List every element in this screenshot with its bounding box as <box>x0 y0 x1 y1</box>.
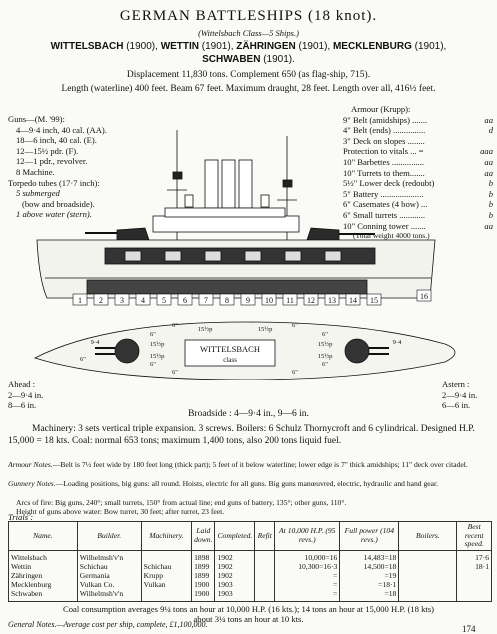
plan-gun-label: 15½p <box>197 326 213 333</box>
casemate <box>165 251 181 261</box>
funnel <box>205 160 218 208</box>
table-cell: 1902 <box>215 562 255 571</box>
column-header: At 10,000 H.P. (95 revs.) <box>275 522 340 551</box>
table-cell <box>255 562 275 571</box>
table-cell <box>141 550 191 562</box>
table-row <box>9 589 492 602</box>
armour-label: Protection to vitals ... = <box>343 146 424 157</box>
ship-name: MECKLENBURG <box>332 41 412 52</box>
ship-names-line-2 <box>0 53 497 66</box>
section-label: 11 <box>286 296 294 305</box>
note-text: —Loading positions, big guns: all round. Hoists, electric for all guns. Big guns manœuvred, electric, hydraulic and hand gear. <box>55 479 439 488</box>
table-cell: Germania <box>77 571 141 580</box>
armour-grade: aa <box>484 156 493 167</box>
astern-fire <box>442 379 477 411</box>
table-cell: Schichau <box>141 562 191 571</box>
armour-label: 5" Battery .................... <box>343 188 424 199</box>
armour-grade: aa <box>484 220 493 231</box>
plan-gun-label: 6" <box>172 322 178 329</box>
table-cell <box>399 562 457 571</box>
table-cell: 1900 <box>192 589 215 602</box>
torpedo-item: (bow and broadside). <box>22 198 95 209</box>
ship-name: SCHWABEN <box>202 54 261 65</box>
fore-turret <box>117 228 149 240</box>
armour-label: 6" Casemates (4 bow) ... <box>343 199 428 210</box>
note-label: Armour Notes. <box>8 460 53 469</box>
table-cell: 1898 <box>192 550 215 562</box>
trials-table <box>8 521 492 602</box>
table-row <box>9 550 492 562</box>
table-cell <box>255 550 275 562</box>
ahead-label: Ahead : <box>8 379 35 389</box>
table-cell: 1903 <box>215 580 255 589</box>
arcs-note: Arcs of fire: Big guns, 240°; small turrets, 150° from actual line; end guns of battery, 135°; other guns, 110°. <box>16 498 347 507</box>
ship-names <box>0 40 497 66</box>
table-cell: 1900 <box>192 580 215 589</box>
armour-label: 5½" Lower deck (redoubt) <box>343 178 435 189</box>
section-label: 13 <box>328 296 336 305</box>
table-cell: Schwaben <box>9 589 78 602</box>
plan-gun-label: 15½p <box>149 341 165 348</box>
table-cell <box>255 580 275 589</box>
plan-gun-label: 6" <box>172 369 178 376</box>
armour-grade: b <box>488 178 493 189</box>
table-cell: Wilhelmsh'v'n <box>77 550 141 562</box>
armour-grade: aaa <box>480 146 493 157</box>
table-cell: = <box>275 589 340 602</box>
column-header: Name. <box>9 522 78 551</box>
armour-label: 10" Conning tower ....... <box>343 220 426 231</box>
gun-item: 4—9·4 inch, 40 cal. (AA). <box>16 124 107 135</box>
armour-row <box>343 115 493 126</box>
gunnery-notes <box>8 479 494 488</box>
casemate <box>285 251 301 261</box>
table-cell: = <box>275 571 340 580</box>
aft-turret <box>307 228 339 240</box>
plan-gun-label: 6" <box>292 322 298 329</box>
column-header: Completed. <box>215 522 255 551</box>
section-label: 9 <box>246 296 250 305</box>
trials-label: Trials : <box>8 512 34 522</box>
table-cell: 14,500=18 <box>340 562 399 571</box>
section-label: 14 <box>349 296 357 305</box>
section-label: 15 <box>370 296 378 305</box>
gun-item: 12—15½ pdr. (F). <box>16 145 79 156</box>
ship-year: (1900), <box>123 41 161 52</box>
gun-item: 12—1 pdr., revolver. <box>16 156 88 167</box>
column-header: Refit <box>255 522 275 551</box>
table-cell <box>399 589 457 602</box>
column-header: Best recent speed. <box>457 522 492 551</box>
plan-gun-label: 9·4 <box>392 339 402 346</box>
armour-grade: aa <box>484 167 493 178</box>
table-cell: 10,300=16·3 <box>275 562 340 571</box>
table-cell: 17·6 <box>457 550 492 562</box>
table-header-row <box>9 522 492 551</box>
table-cell: Wettin <box>9 562 78 571</box>
plan-gun-label: 15½p <box>317 353 333 360</box>
table-cell: Krupp <box>141 571 191 580</box>
armour-notes <box>8 460 494 469</box>
table-cell: Schichau <box>77 562 141 571</box>
section-label: 10 <box>265 296 273 305</box>
table-cell: Wilhelmsh'v'n <box>77 589 141 602</box>
casemate <box>325 251 341 261</box>
astern-label: Astern : <box>442 379 470 389</box>
ahead-fire <box>8 379 43 411</box>
ship-names-line-1 <box>0 40 497 53</box>
section-label: 7 <box>204 296 208 305</box>
coal-line: about 3¼ tons an hour at 10 kts. <box>193 614 304 624</box>
section-label: 5 <box>162 296 166 305</box>
note-text: —Belt is 7½ feet wide by 180 feet long (thick part); 5 feet of it below waterline; lower edge is 7" thick amidships; 11" deck over citadel. <box>52 460 468 469</box>
table-cell: Mecklenburg <box>9 580 78 589</box>
belt-armour <box>87 280 367 294</box>
table-cell <box>255 571 275 580</box>
ship-year: (1901), <box>295 41 333 52</box>
torpedo-item: 5 submerged <box>16 188 60 199</box>
section-label: 16 <box>420 292 428 301</box>
armour-label: 10" Barbettes ............... <box>343 156 425 167</box>
profile-view <box>37 130 435 305</box>
class-subtitle: (Wittelsbach Class—5 Ships.) <box>198 28 299 38</box>
ship-name: WETTIN <box>160 41 200 52</box>
plan-gun-label: 6" <box>322 331 328 338</box>
casemate <box>125 251 141 261</box>
coal-line: Coal consumption averages 9¼ tons an hour at 10,000 H.P. (16 kts.); 14 tons an hour at 15,000 H.P. (18 kts) <box>63 604 434 614</box>
ship-name: ZÄHRINGEN <box>236 41 296 52</box>
armour-label: 6" Small turrets ............ <box>343 209 426 220</box>
gun-item: 8 Machine. <box>16 166 55 177</box>
funnel <box>222 160 235 208</box>
table-cell: =18 <box>340 589 399 602</box>
casemate <box>205 251 221 261</box>
casemate <box>245 251 261 261</box>
plan-gun-label: 6" <box>150 331 156 338</box>
ship-year: (1901). <box>260 54 295 65</box>
plan-gun-label: 6" <box>322 361 328 368</box>
plan-gun-label: 9·4 <box>90 339 100 346</box>
column-header: Machinery. <box>141 522 191 551</box>
armour-grade: b <box>488 199 493 210</box>
broadside-line: Broadside : 4—9·4 in., 9—6 in. <box>188 409 309 419</box>
machinery-paragraph: Machinery: 3 sets vertical triple expansion. 3 screws. Boilers: 6 Schulz Thornycroft and 6 cylindrical. Designed H.P. 15,000 = 18 kts. Coal: normal 653 tons; maximum 1,400 tons, also 200 tons liquid fuel. <box>8 424 475 446</box>
main-fighting-top <box>283 180 292 187</box>
table-cell: 18·1 <box>457 562 492 571</box>
plan-gun-label: 15½p <box>149 353 165 360</box>
table-cell: Vulkan Co. <box>77 580 141 589</box>
displacement-line: Displacement 11,830 tons. Complement 650 (as flag-ship, 715). <box>126 70 371 80</box>
section-label: 3 <box>120 296 124 305</box>
ship-year: (1901), <box>199 41 237 52</box>
dimensions-line: Length (waterline) 400 feet. Beam 67 feet. Maximum draught, 28 feet. Length over all, 416½ feet. <box>61 84 436 94</box>
table-row <box>9 580 492 589</box>
armour-label: 4" Belt (ends) ............... <box>343 125 426 136</box>
ahead-item: 2—9·4 in. <box>8 389 44 400</box>
armour-grade: b <box>488 209 493 220</box>
table-cell: Wittelsbach <box>9 550 78 562</box>
table-cell <box>399 550 457 562</box>
table-cell: 1903 <box>215 589 255 602</box>
section-label: 1 <box>78 296 82 305</box>
plan-gun-label: 6" <box>150 361 156 368</box>
armour-grade: b <box>488 188 493 199</box>
armour-label: 10" Turrets to them....... <box>343 167 425 178</box>
table-cell: 14,483=18 <box>340 550 399 562</box>
table-row <box>9 562 492 571</box>
astern-item: 2—9·4 in. <box>442 389 478 400</box>
table-cell <box>399 571 457 580</box>
table-cell: =18·1 <box>340 580 399 589</box>
astern-item: 6—6 in. <box>442 400 471 411</box>
funnel <box>239 160 252 208</box>
armour-label: 9" Belt (amidships) ....... <box>343 114 428 125</box>
height-note: Height of guns above water: Bow turret, 30 feet; after turret, 23 feet. <box>16 507 225 516</box>
section-label: 6 <box>183 296 187 305</box>
plan-gun-label: 6" <box>80 356 86 363</box>
gun-item: 18—6 inch, 40 cal. (E). <box>16 135 97 146</box>
table-cell: 1899 <box>192 571 215 580</box>
column-header: Laid down. <box>192 522 215 551</box>
table-cell: 10,000=16 <box>275 550 340 562</box>
plan-gun-label: 6" <box>292 369 298 376</box>
general-notes: General Notes.—Average cost per ship, complete, £1,100,000. <box>8 620 208 629</box>
superstructure <box>153 216 299 232</box>
plan-fore-turret <box>115 339 139 363</box>
section-label: 12 <box>307 296 315 305</box>
table-cell: =19 <box>340 571 399 580</box>
torpedo-item: 1 above water (stern). <box>16 209 92 220</box>
table-cell: Zähringen <box>9 571 78 580</box>
table-row <box>9 571 492 580</box>
ship-drawing <box>25 130 475 380</box>
armour-grade: d <box>488 125 493 136</box>
table-cell <box>255 589 275 602</box>
plan-class: class <box>223 356 237 364</box>
column-header: Boilers. <box>399 522 457 551</box>
ventilator <box>185 195 193 207</box>
table-cell: 1899 <box>192 562 215 571</box>
table-cell <box>141 589 191 602</box>
ahead-item: 8—6 in. <box>8 400 37 411</box>
table-cell: Vulkan <box>141 580 191 589</box>
table-cell: 1902 <box>215 550 255 562</box>
upper-bridge <box>165 208 285 217</box>
table-cell: 1902 <box>215 571 255 580</box>
page-number: 174 <box>462 624 476 634</box>
table-cell <box>457 580 492 589</box>
section-label: 2 <box>99 296 103 305</box>
table-cell <box>457 589 492 602</box>
plan-gun-label: 15½p <box>257 326 273 333</box>
armour-label: 3" Deck on slopes ........ <box>343 135 425 146</box>
table-cell <box>457 571 492 580</box>
armour-grade: aa <box>484 114 493 125</box>
armour-heading: Armour (Krupp): <box>351 104 411 114</box>
plan-gun-label: 15½p <box>317 341 333 348</box>
guns-heading: Guns—(M. '99): <box>8 114 65 124</box>
table-cell: = <box>275 580 340 589</box>
ship-name: WITTELSBACH <box>50 41 124 52</box>
plan-name: WITTELSBACH <box>200 344 260 354</box>
section-label: 8 <box>225 296 229 305</box>
ventilator <box>261 195 269 207</box>
plan-view <box>35 322 455 380</box>
plan-aft-turret <box>345 339 369 363</box>
ship-year: (1901), <box>411 41 447 52</box>
armour-total: (Total weight 4000 tons.) <box>353 231 430 241</box>
section-label: 4 <box>141 296 145 305</box>
column-header: Full power (104 revs.) <box>340 522 399 551</box>
column-header: Builder. <box>77 522 141 551</box>
fore-fighting-top <box>173 172 182 179</box>
table-cell <box>399 580 457 589</box>
note-label: Gunnery Notes. <box>8 479 56 488</box>
torpedo-heading: Torpedo tubes (17·7 inch): <box>8 177 100 188</box>
page-title: GERMAN BATTLESHIPS (18 knot). <box>119 8 378 24</box>
